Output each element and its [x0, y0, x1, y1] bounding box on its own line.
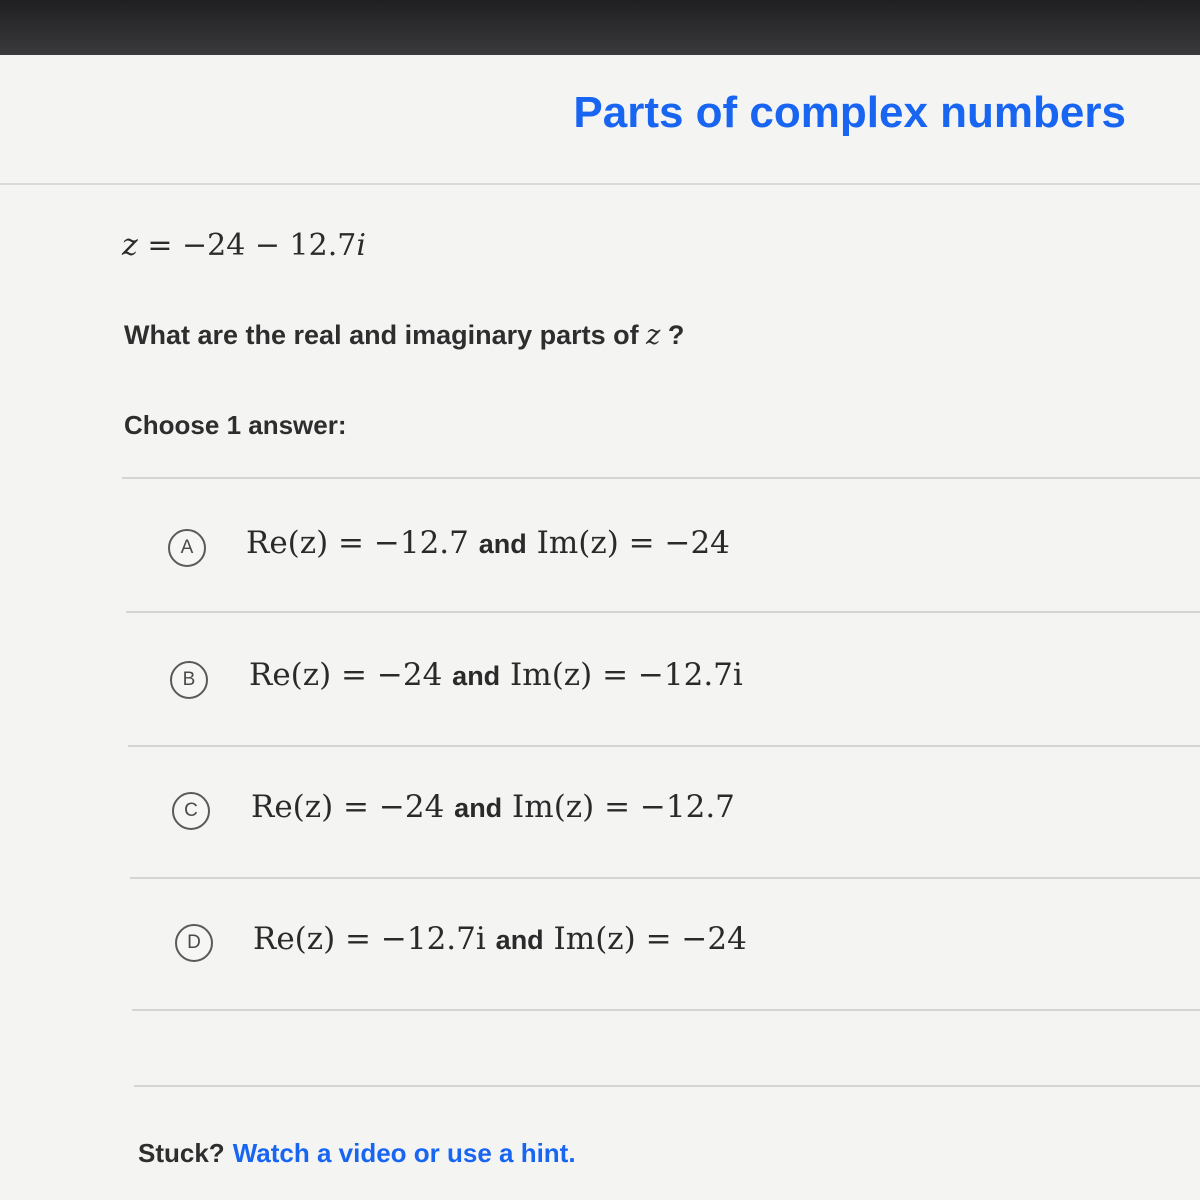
equation: [122, 228, 366, 263]
page-title: Parts of complex numbers: [573, 88, 1126, 137]
choice-b-joiner: and: [452, 661, 501, 691]
equation-expression: = −24 − 12.7: [147, 228, 357, 263]
choice-divider-d: [132, 1009, 1200, 1011]
choice-b-letter-circle[interactable]: B: [170, 661, 208, 699]
choice-c-text: [251, 789, 735, 825]
choice-b[interactable]: [120, 613, 1200, 745]
exercise-screen: [0, 55, 1200, 1200]
question-prefix: What are the real and imaginary parts of: [124, 320, 639, 350]
question-text: [124, 320, 684, 351]
choice-d-letter-circle[interactable]: D: [175, 924, 213, 962]
choice-c[interactable]: [120, 747, 1200, 879]
footer-divider: [134, 1085, 1200, 1087]
choice-b-text: [249, 657, 743, 693]
choice-d-real: Re(z) = −12.7i: [253, 921, 486, 957]
choice-a-joiner: and: [478, 529, 527, 559]
choice-a-real: Re(z) = −12.7: [246, 525, 469, 561]
title-divider: [0, 183, 1200, 185]
screen-bezel: [0, 0, 1200, 55]
equation-variable: z: [122, 228, 138, 263]
choice-b-real: Re(z) = −24: [249, 657, 443, 693]
choice-d[interactable]: [120, 879, 1200, 1011]
choice-a-text: [246, 525, 730, 561]
choice-d-imag: Im(z) = −24: [553, 921, 747, 957]
question-variable: z: [646, 320, 661, 351]
choice-b-imag: Im(z) = −12.7i: [510, 657, 743, 693]
choice-c-letter-circle[interactable]: C: [172, 792, 210, 830]
choice-a-letter-circle[interactable]: A: [168, 529, 206, 567]
choice-d-text: [253, 921, 747, 957]
choice-a-imag: Im(z) = −24: [536, 525, 730, 561]
stuck-label: Stuck?: [138, 1138, 225, 1168]
video-hint-link[interactable]: Watch a video or use a hint.: [232, 1138, 576, 1168]
choose-instruction: Choose 1 answer:: [124, 410, 347, 440]
choice-c-real: Re(z) = −24: [251, 789, 445, 825]
choice-d-joiner: and: [495, 925, 544, 955]
help-footer: [138, 1138, 576, 1169]
equation-imag-unit: i: [356, 228, 366, 263]
choice-c-joiner: and: [454, 793, 503, 823]
choice-a[interactable]: [120, 479, 1200, 611]
choice-c-imag: Im(z) = −12.7: [512, 789, 735, 825]
question-suffix: ?: [667, 320, 685, 350]
